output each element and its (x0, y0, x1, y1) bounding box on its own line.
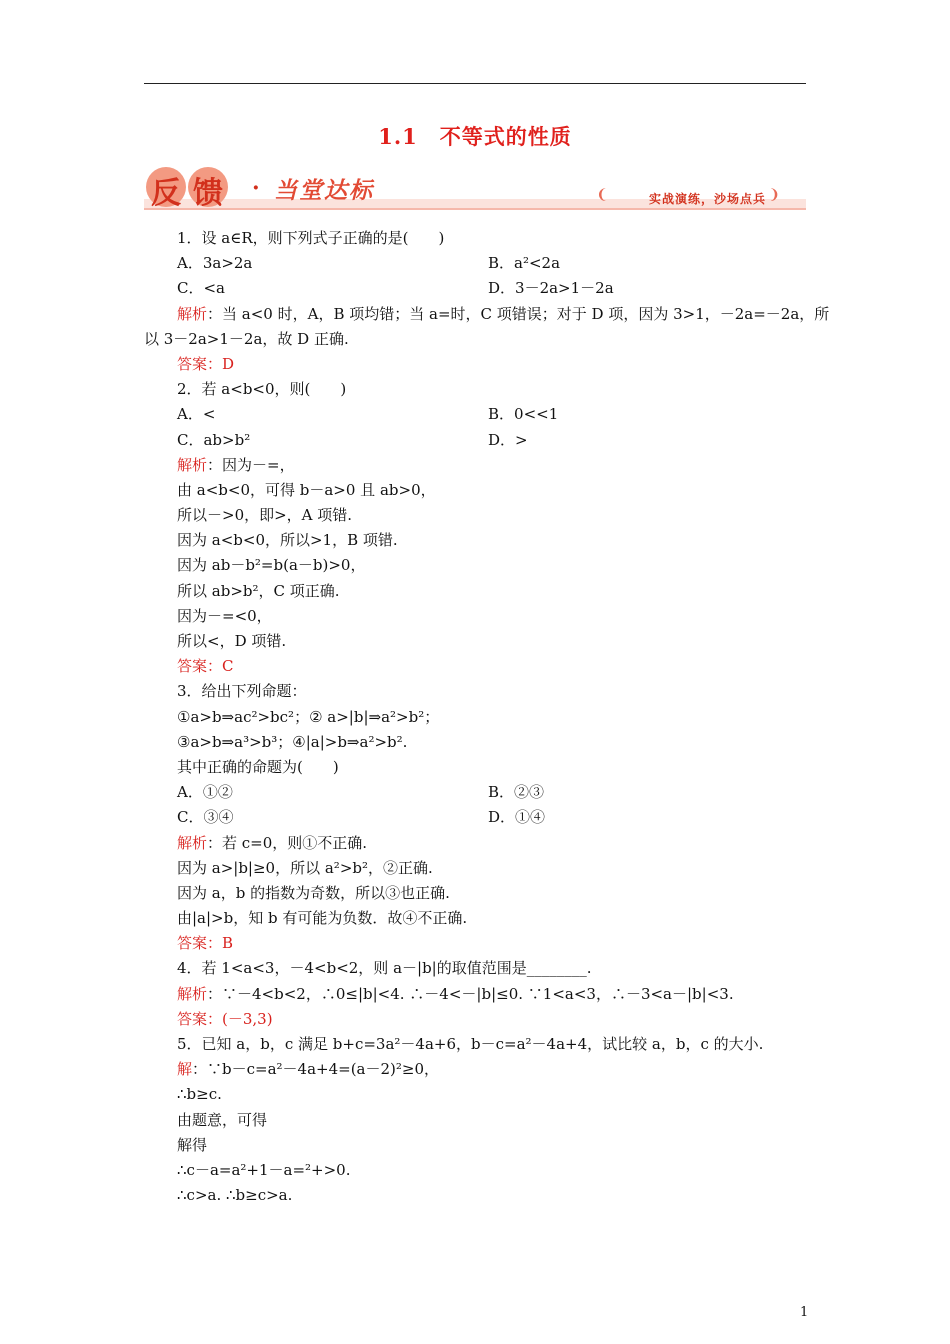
banner-subtitle: 当堂达标 (274, 178, 374, 204)
option-right: B．0<<1 (488, 405, 559, 424)
option-row (144, 402, 809, 427)
option-row (144, 780, 809, 805)
text-line: 所以 ab>b²，C 项正确. (177, 581, 340, 600)
answer-line: 答案：C (177, 657, 234, 676)
answer-line: 答案：D (177, 354, 235, 373)
option-left: C．ab>b² (177, 430, 251, 449)
solution-text: ：因为－=， (207, 455, 295, 474)
solution-line (144, 982, 809, 1007)
text-line: 因为 a，b 的指数为奇数，所以③也正确. (177, 883, 450, 902)
option-row (144, 276, 809, 301)
text-line: 由题意，可得 (177, 1110, 268, 1129)
text-line: 2．若 a<b<0，则( ) (177, 380, 347, 399)
solution-line (144, 302, 830, 327)
option-right: B．②③ (488, 783, 545, 802)
text-line: 因为 a>|b|≥0，所以 a²>b²，②正确. (177, 858, 433, 877)
option-left: A．①② (177, 783, 233, 802)
solution-label: 解析 (177, 833, 208, 852)
right-wing-icon: ❩ (768, 187, 780, 203)
solution-line (144, 831, 809, 856)
banner-dot: · (252, 175, 260, 201)
solution-text: ：当 a<0 时，A，B 项均错；当 a=时，C 项错误；对于 D 项，因为 3>1，－2a=－2a，所 (207, 304, 830, 323)
option-right: D．3－2a>1－2a (488, 279, 614, 298)
banner-char-1: 反 (151, 176, 181, 211)
option-right: B．a²<2a (488, 254, 561, 273)
option-right: D．> (488, 430, 528, 449)
option-left: C．③④ (177, 808, 234, 827)
banner-char-2: 馈 (193, 176, 223, 211)
text-line: 所以<，D 项错. (177, 632, 287, 650)
text-line: ③a>b⇒a³>b³；④|a|>b⇒a²>b². (177, 732, 408, 751)
text-line: 由 a<b<0，可得 b－a>0 且 ab>0， (177, 480, 436, 499)
solution-text: ：∵－4<b<2，∴0≤|b|<4. ∴－4<－|b|≤0. ∵1<a<3，∴－3<a－|b|<3. (207, 984, 734, 1003)
text-line: 因为 a<b<0，所以>1，B 项错. (177, 531, 398, 550)
solution-text: ：∵b－c=a²－4a+4=(a－2)²≥0， (192, 1060, 440, 1079)
banner-right-text: 实战演练，沙场点兵 (648, 192, 766, 206)
option-left: A．3a>2a (177, 254, 253, 273)
option-left: C．<a (177, 279, 225, 298)
answer-line: 答案：(－3,3) (177, 1009, 273, 1028)
text-line: 因为－=<0， (177, 606, 272, 625)
solution-label: 解析 (177, 984, 208, 1003)
text-line: 由|a|>b，知 b 有可能为负数．故④不正确. (177, 909, 468, 928)
answer-line: 答案：B (177, 934, 234, 953)
text-line: ∴c－a=a²+1－a=²+>0. (177, 1160, 351, 1179)
text-line: 所以－>0，即>，A 项错. (177, 506, 353, 525)
solution-line (144, 1057, 809, 1082)
text-line: 4．若 1<a<3，－4<b<2，则 a－|b|的取值范围是________. (177, 959, 592, 978)
text-line: 3．给出下列命题： (177, 682, 307, 701)
document-body (144, 226, 830, 1208)
page-title: 1.1 不等式的性质 (378, 124, 572, 149)
banner-underline (144, 208, 806, 210)
solution-text: ：若 c=0，则①不正确. (207, 833, 368, 852)
text-line: ①a>b⇒ac²>bc²；② a>|b|⇒a²>b²； (177, 707, 440, 726)
text-line: 5．已知 a，b，c 满足 b+c=3a²－4a+6，b－c=a²－4a+4，试比较 a，b，c 的大小. (177, 1035, 764, 1053)
option-left: A．< (177, 405, 216, 424)
section-banner (144, 165, 806, 213)
solution-label: 解析 (177, 455, 208, 474)
option-right: D．①④ (488, 808, 546, 827)
solution-line (144, 453, 809, 478)
solution-label: 解析 (177, 304, 208, 323)
option-row (144, 251, 809, 276)
text-line: 其中正确的命题为( ) (177, 757, 339, 776)
option-row (144, 805, 809, 830)
text-line: 解得 (177, 1135, 208, 1154)
left-wing-icon: ❨ (596, 187, 608, 203)
text-line: ∴c>a. ∴b≥c>a. (177, 1186, 293, 1205)
option-row (144, 428, 809, 453)
header-rule (144, 83, 806, 84)
text-line: 以 3－2a>1－2a，故 D 正确. (144, 329, 349, 348)
text-line: ∴b≥c. (177, 1085, 222, 1104)
text-line: 因为 ab－b²=b(a－b)>0， (177, 556, 366, 575)
text-line: 1．设 a∈R，则下列式子正确的是( ) (177, 229, 445, 247)
solution-label: 解 (177, 1060, 193, 1079)
page-number: 1 (800, 1305, 809, 1320)
